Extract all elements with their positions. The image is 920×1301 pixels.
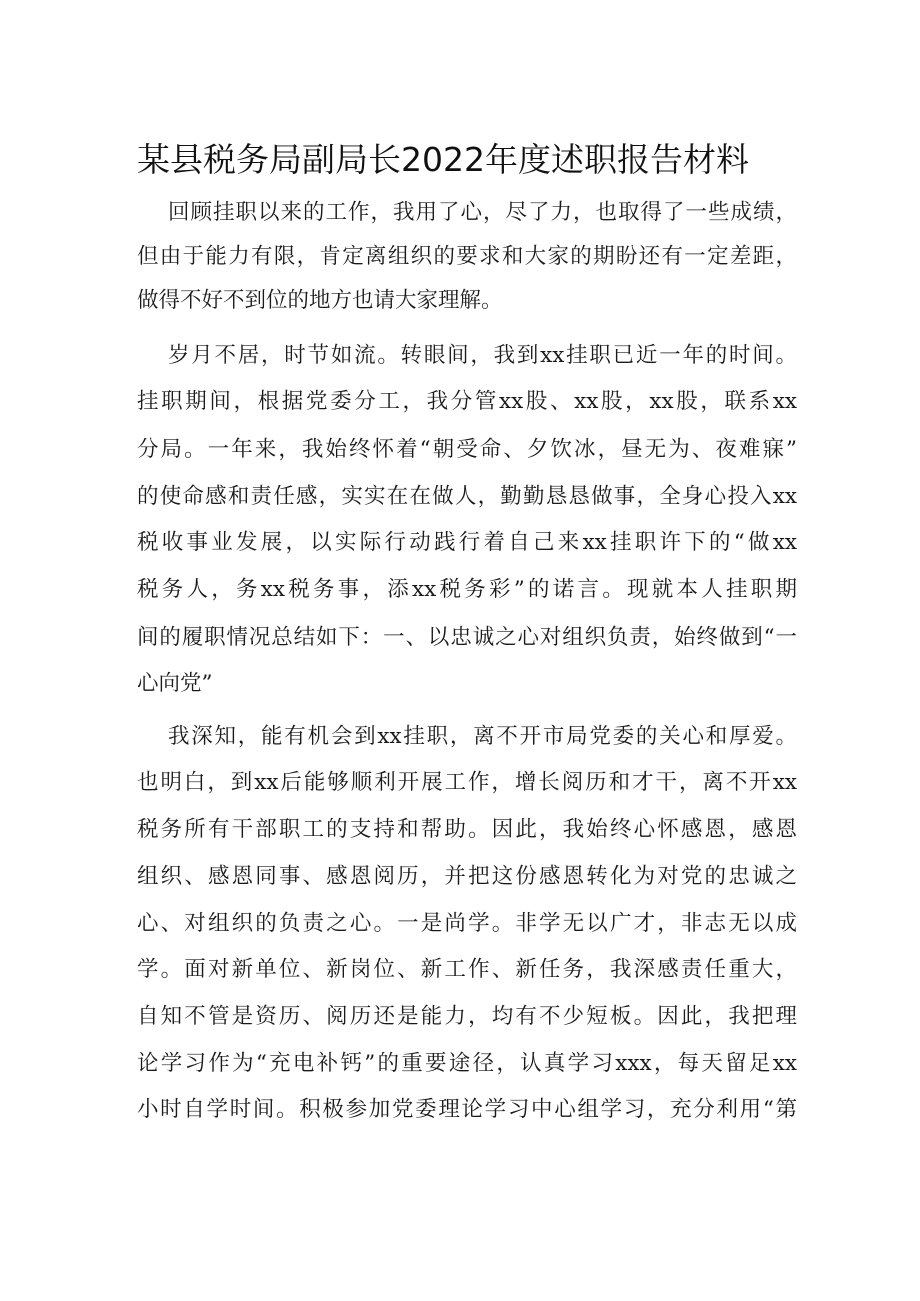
- paragraph-line: 挂职期间，根据党委分工，我分管xx股、xx股，xx股，联系xx: [137, 389, 797, 414]
- paragraph-line: 回顾挂职以来的工作，我用了心，尽了力，也取得了一些成绩，: [168, 200, 797, 225]
- paragraph-line: 岁月不居，时节如流。转眼间，我到xx挂职已近一年的时间。: [168, 343, 797, 368]
- paragraph-line: 分局。一年来，我始终怀着“朝受命、夕饮冰，昼无为、夜难寐”: [137, 437, 797, 462]
- paragraph-line: 的使命感和责任感，实实在在做人，勤勤恳恳做事，全身心投入xx: [137, 484, 797, 509]
- paragraph-line: 心、对组织的负责之心。一是尚学。非学无以广才，非志无以成: [137, 911, 797, 936]
- paragraph-line: 我深知，能有机会到xx挂职，离不开市局党委的关心和厚爱。: [168, 724, 797, 749]
- paragraph-line: 税务所有干部职工的支持和帮助。因此，我始终心怀感恩，感恩: [137, 817, 797, 842]
- paragraph-line: 组织、感恩同事、感恩阅历，并把这份感恩转化为对党的忠诚之: [137, 864, 797, 889]
- paragraph-line: 论学习作为“充电补钙”的重要途径，认真学习xxx，每天留足xx: [137, 1051, 797, 1076]
- paragraph-line: 税收事业发展，以实际行动践行着自己来xx挂职许下的“做xx: [137, 530, 797, 555]
- paragraph-line: 但由于能力有限，肯定离组织的要求和大家的期盼还有一定差距，: [137, 244, 797, 269]
- paragraph-line: 小时自学时间。积极参加党委理论学习中心组学习，充分利用“第: [137, 1097, 797, 1122]
- paragraph-line: 间的履职情况总结如下：一、以忠诚之心对组织负责，始终做到“一: [137, 625, 797, 650]
- paragraph-line: 自知不管是资历、阅历还是能力，均有不少短板。因此，我把理: [137, 1004, 797, 1029]
- document-title: 某县税务局副局长2022年度述职报告材料: [137, 140, 749, 179]
- paragraph-line: 学。面对新单位、新岗位、新工作、新任务，我深感责任重大，: [137, 957, 797, 982]
- paragraph-line: 心向党”: [137, 671, 213, 696]
- paragraph-line: 税务人，务xx税务事，添xx税务彩”的诺言。现就本人挂职期: [137, 577, 797, 602]
- paragraph-line: 做得不好不到位的地方也请大家理解。: [137, 288, 503, 313]
- paragraph-line: 也明白，到xx后能够顺利开展工作，增长阅历和才干，离不开xx: [137, 770, 797, 795]
